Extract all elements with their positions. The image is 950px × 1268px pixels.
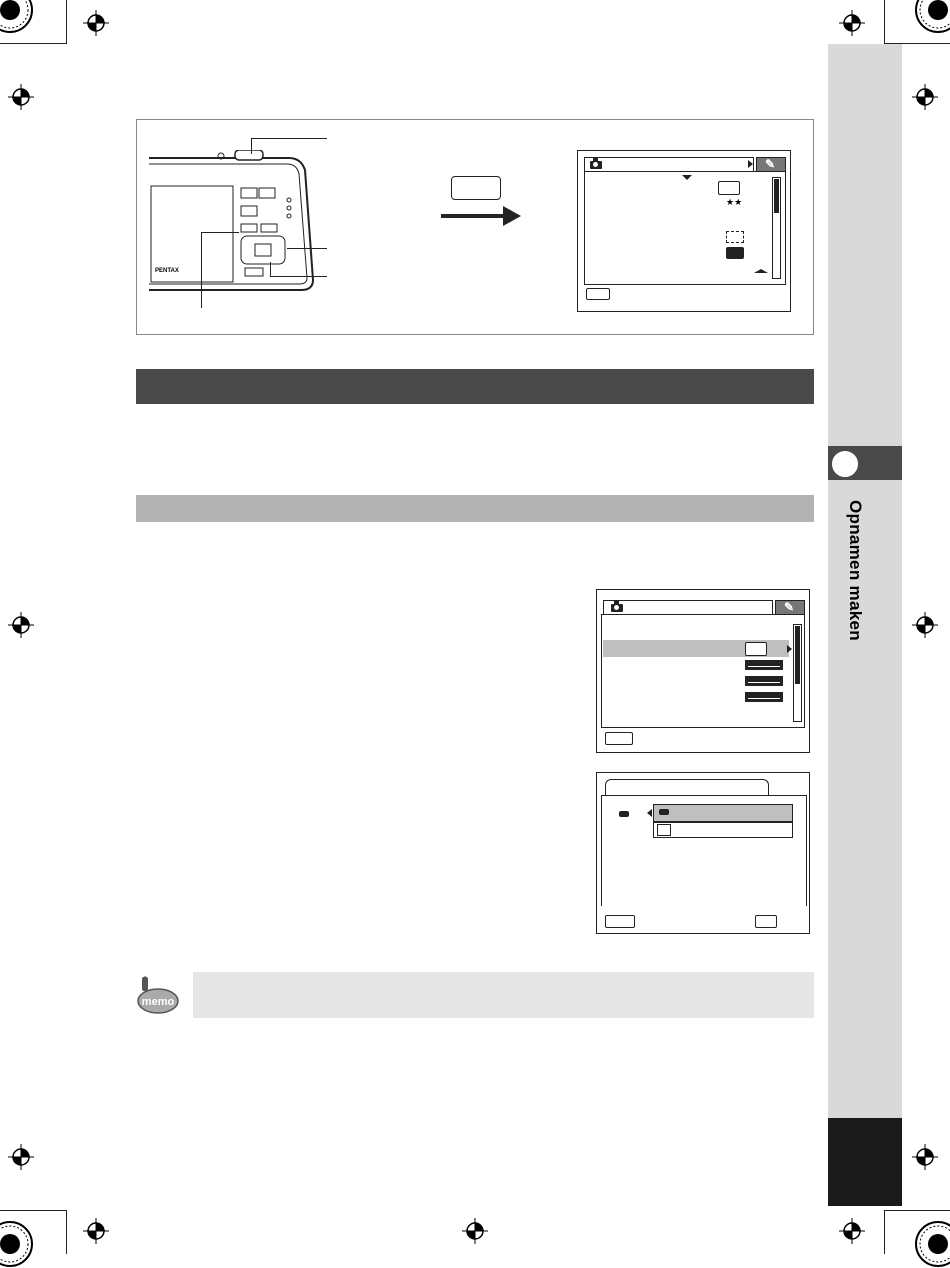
bright-tone-icon (659, 809, 669, 815)
cancel-key-hint (605, 915, 635, 928)
arrow-head-icon (503, 206, 521, 226)
natural-tone-icon (657, 824, 671, 836)
current-tone-icon (619, 811, 629, 817)
chapter-sidebar (828, 44, 902, 1206)
callout-line (270, 276, 327, 277)
sharpness-slider (745, 660, 783, 670)
quality-stars: ★★ (726, 197, 743, 207)
callout-line (270, 262, 271, 277)
crop-line (884, 0, 885, 44)
row-arrow-right-icon (787, 645, 792, 653)
wrench-icon: ✎ (765, 157, 776, 171)
corner-starburst-icon (914, 0, 950, 34)
metering-icon (726, 247, 744, 259)
menu-list-area (584, 171, 786, 285)
tab-arrow-right-icon (748, 160, 753, 168)
subsection-heading-bar (136, 495, 814, 522)
crop-line (884, 1210, 885, 1254)
scroll-up-indicator-icon (754, 269, 768, 273)
contrast-slider (745, 692, 783, 702)
crop-line (66, 0, 67, 44)
option-natural[interactable] (653, 822, 793, 838)
setting-value-box (745, 642, 767, 656)
callout-line (287, 248, 327, 249)
camera-icon (590, 161, 602, 169)
camera-brand-label: PENTAX (155, 268, 179, 274)
corner-starburst-icon (914, 1220, 950, 1268)
cursor-down-icon (682, 175, 692, 180)
camera-illustration-frame (136, 119, 814, 335)
registration-mark-icon (912, 1144, 938, 1170)
registration-mark-icon (839, 10, 865, 36)
registration-mark-icon (462, 1218, 488, 1244)
menu-list-area (601, 614, 805, 728)
lcd-image-tone-menu-screen (596, 589, 810, 753)
page-number-tab (828, 1118, 902, 1206)
menu-key-hint (605, 732, 633, 745)
corner-starburst-icon (0, 1220, 34, 1268)
memo-box (193, 972, 814, 1018)
registration-mark-icon (912, 612, 938, 638)
callout-line (251, 138, 327, 139)
registration-mark-icon (8, 84, 34, 110)
section-heading-bar (136, 369, 814, 404)
option-arrow-left-icon (647, 809, 652, 817)
option-title-tab (605, 779, 769, 796)
arrow-right-icon (441, 214, 505, 218)
corner-starburst-icon (0, 0, 34, 34)
registration-mark-icon (83, 1218, 109, 1244)
crop-line (0, 43, 66, 44)
crop-line (0, 1210, 66, 1211)
chapter-title: Opnamen maken (846, 500, 865, 641)
registration-mark-icon (8, 612, 34, 638)
memo-icon (136, 975, 180, 1015)
registration-mark-icon (8, 1144, 34, 1170)
lcd-record-menu-screen (577, 150, 791, 312)
focus-area-icon (726, 231, 744, 243)
record-menu-tab (603, 600, 773, 615)
chapter-number-circle (830, 449, 860, 479)
wrench-icon: ✎ (784, 600, 795, 614)
record-menu-tab (584, 157, 754, 172)
callout-line (201, 232, 239, 233)
option-bright[interactable] (653, 804, 793, 822)
registration-mark-icon (83, 10, 109, 36)
setting-value-box (718, 181, 740, 195)
menu-button-graphic (451, 176, 501, 200)
scrollbar (793, 624, 802, 722)
callout-line (201, 232, 202, 308)
lcd-tone-options-screen (596, 772, 810, 934)
menu-key-hint (586, 288, 610, 300)
camera-icon (611, 604, 623, 612)
registration-mark-icon (839, 1218, 865, 1244)
registration-mark-icon (912, 84, 938, 110)
ok-key-hint (755, 915, 777, 928)
saturation-slider (745, 676, 783, 686)
crop-line (66, 1210, 67, 1254)
callout-line (251, 138, 252, 154)
memo-icon-label: memo (141, 996, 175, 1008)
crop-line (884, 1210, 950, 1211)
scrollbar (772, 177, 781, 279)
